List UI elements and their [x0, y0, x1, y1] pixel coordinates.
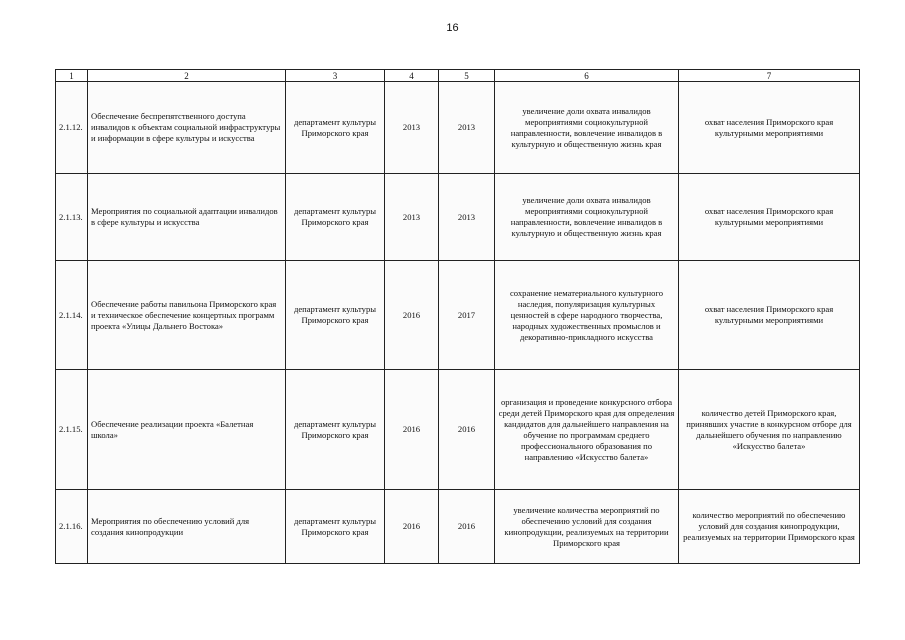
page-number: 16 — [446, 22, 459, 34]
measure-name: Обеспечение беспрепятственного доступа инвалидов к объектам социальной инфраструктуры и информации в сфере культуры и искусства — [88, 82, 286, 174]
row-number: 2.1.14. — [56, 261, 88, 370]
column-number-row — [56, 70, 860, 82]
table-row — [56, 174, 860, 261]
table-row — [56, 261, 860, 370]
executor: департамент культуры Приморского края — [286, 490, 385, 564]
start-year: 2016 — [385, 261, 439, 370]
row-number: 2.1.16. — [56, 490, 88, 564]
column-header: 3 — [286, 70, 385, 82]
table-row — [56, 370, 860, 490]
column-header: 5 — [439, 70, 495, 82]
end-year: 2013 — [439, 174, 495, 261]
column-header: 4 — [385, 70, 439, 82]
indicator: охват населения Приморского края культурными мероприятиями — [679, 82, 860, 174]
end-year: 2016 — [439, 490, 495, 564]
measure-name: Обеспечение работы павильона Приморского края и техническое обеспечение концертных программ проекта «Улицы Дальнего Востока» — [88, 261, 286, 370]
end-year: 2017 — [439, 261, 495, 370]
start-year: 2013 — [385, 82, 439, 174]
table-row — [56, 490, 860, 564]
executor: департамент культуры Приморского края — [286, 370, 385, 490]
executor: департамент культуры Приморского края — [286, 174, 385, 261]
indicator: количество мероприятий по обеспечению условий для создания кинопродукции, реализуемых на территории Приморского края — [679, 490, 860, 564]
measure-name: Мероприятия по социальной адаптации инвалидов в сфере культуры и искусства — [88, 174, 286, 261]
row-number: 2.1.15. — [56, 370, 88, 490]
table-row — [56, 82, 860, 174]
end-year: 2016 — [439, 370, 495, 490]
expected-result: организация и проведение конкурсного отбора среди детей Приморского края для определения кандидатов для дальнейшего направления на обучение по программам среднего профессионального образования по направлению «Искусство балета» — [495, 370, 679, 490]
row-number: 2.1.12. — [56, 82, 88, 174]
column-header: 6 — [495, 70, 679, 82]
expected-result: сохранение нематериального культурного наследия, популяризация культурных ценностей в сфере народного творчества, народных художественных промыслов и декоративно-прикладного искусства — [495, 261, 679, 370]
end-year: 2013 — [439, 82, 495, 174]
start-year: 2013 — [385, 174, 439, 261]
expected-result: увеличение количества мероприятий по обеспечению условий для создания кинопродукции, реализуемых на территории Приморского края — [495, 490, 679, 564]
expected-result: увеличение доли охвата инвалидов мероприятиями социокультурной направленности, вовлечение инвалидов в культурную и общественную жизнь края — [495, 174, 679, 261]
column-header: 1 — [56, 70, 88, 82]
measures-table — [55, 69, 860, 564]
indicator: охват населения Приморского края культурными мероприятиями — [679, 174, 860, 261]
column-header: 7 — [679, 70, 860, 82]
measure-name: Мероприятия по обеспечению условий для создания кинопродукции — [88, 490, 286, 564]
row-number: 2.1.13. — [56, 174, 88, 261]
start-year: 2016 — [385, 490, 439, 564]
executor: департамент культуры Приморского края — [286, 82, 385, 174]
start-year: 2016 — [385, 370, 439, 490]
column-header: 2 — [88, 70, 286, 82]
expected-result: увеличение доли охвата инвалидов мероприятиями социокультурной направленности, вовлечение инвалидов в культурную и общественную жизнь края — [495, 82, 679, 174]
executor: департамент культуры Приморского края — [286, 261, 385, 370]
indicator: количество детей Приморского края, принявших участие в конкурсном отборе для дальнейшего обучения по направлению «Искусство балета» — [679, 370, 860, 490]
measure-name: Обеспечение реализации проекта «Балетная школа» — [88, 370, 286, 490]
indicator: охват населения Приморского края культурными мероприятиями — [679, 261, 860, 370]
